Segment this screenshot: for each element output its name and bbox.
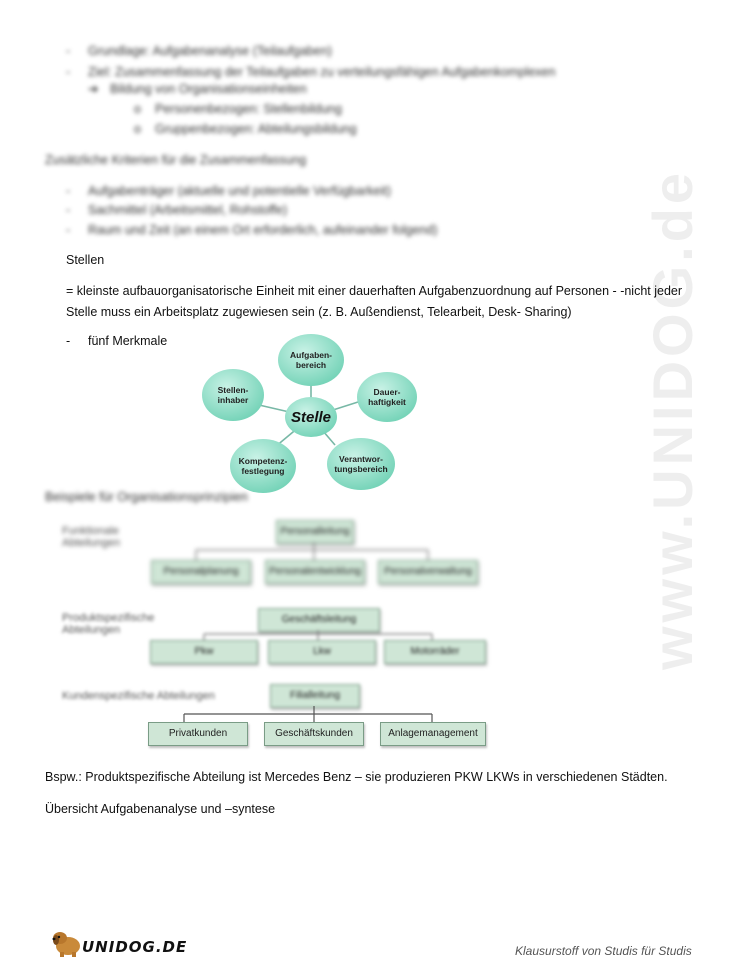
circle-bullet-icon: o [134, 102, 141, 116]
org-chart-label: Produktspezifische Abteilungen [62, 612, 155, 636]
list-item: Aufgabenträger (aktuelle und potentielle Verfügbarkeit) [88, 184, 391, 198]
dog-logo-icon [50, 928, 86, 958]
overview-paragraph: Übersicht Aufgabenanalyse und –syntese [45, 802, 276, 816]
arrow-icon: ➔ [88, 82, 99, 96]
node-label: festlegung [241, 466, 285, 476]
watermark: www.UNIDOG.de [641, 168, 704, 670]
org-root-box: Personalleitung [276, 520, 354, 544]
node-label: Aufgaben- [289, 350, 333, 360]
section-heading: Stellen [66, 253, 105, 267]
org-child-box: Motorräder [384, 640, 486, 664]
org-child-box: Personalverwaltung [378, 560, 478, 584]
node-label: Dauer- [373, 387, 401, 397]
org-child-box: Personalentwicklung [265, 560, 365, 584]
node-label: Stellen- [217, 385, 249, 395]
node-label: Kompetenz- [238, 456, 288, 466]
merkmale-bullet: fünf Merkmale [88, 334, 168, 348]
list-item: Ziel: Zusammenfassung der Teilaufgaben zu verteilungsfähigen Aufgabenkomplexen [88, 65, 556, 79]
org-root-box: Geschäftsleitung [258, 608, 380, 632]
org-child-box: Personalplanung [151, 560, 251, 584]
org-child-box: Privatkunden [148, 722, 248, 746]
circle-bullet-icon: o [134, 122, 141, 136]
arrow-item: Bildung von Organisationseinheiten [110, 82, 307, 96]
org-root-box: Filialleitung [270, 684, 360, 708]
footer-tagline: Klausurstoff von Studis für Studis [515, 944, 692, 958]
criteria-heading: Zusätzliche Kriterien für die Zusammenfassung [45, 153, 307, 167]
list-item: Sachmittel (Arbeitsmittel, Rohstoffe) [88, 203, 288, 217]
sub-item: Personenbezogen: Stellenbildung [155, 102, 342, 116]
dash: - [66, 334, 71, 348]
sub-item: Gruppenbezogen: Abteilungsbildung [155, 122, 357, 136]
node-label: Verantwor- [339, 454, 383, 464]
org-child-box: Pkw [150, 640, 258, 664]
dash: - [66, 203, 71, 217]
stelle-diagram [195, 325, 425, 495]
dash: - [66, 223, 71, 237]
list-item: Grundlage: Aufgabenanalyse (Teilaufgaben) [88, 44, 332, 58]
dash: - [66, 44, 71, 58]
node-label: haftigkeit [368, 397, 406, 407]
org-child-box: Anlagemanagement [380, 722, 486, 746]
org-child-box: Geschäftskunden [264, 722, 364, 746]
org-chart-label: Kundenspezifische Abteilungen [62, 690, 215, 702]
footer-logo-text: UNIDOG.DE [82, 938, 188, 956]
node-label: inhaber [217, 395, 249, 405]
center-label: Stelle [290, 409, 332, 426]
example-paragraph: Bspw.: Produktspezifische Abteilung ist Mercedes Benz – sie produzieren PKW LKWs in verschiedenen Städten. [45, 770, 668, 784]
org-examples-heading: Beispiele für Organisationsprinzipien [45, 490, 248, 504]
definition-paragraph: = kleinste aufbauorganisatorische Einheit mit einer dauerhaften Aufgabenzuordnung auf Personen - -nicht jeder Stelle muss ein Arbeitsplatz zugewiesen sein (z. B. Außendienst, Telearbeit, Desk- Sharing) [66, 284, 683, 319]
org-chart-label: Funktionale Abteilungen [62, 525, 121, 549]
node-label: tungsbereich [334, 464, 388, 474]
dash: - [66, 65, 71, 79]
node-label: bereich [295, 360, 327, 370]
dash: - [66, 184, 71, 198]
org-child-box: Lkw [268, 640, 376, 664]
list-item: Raum und Zeit (an einem Ort erforderlich, aufeinander folgend) [88, 223, 438, 237]
